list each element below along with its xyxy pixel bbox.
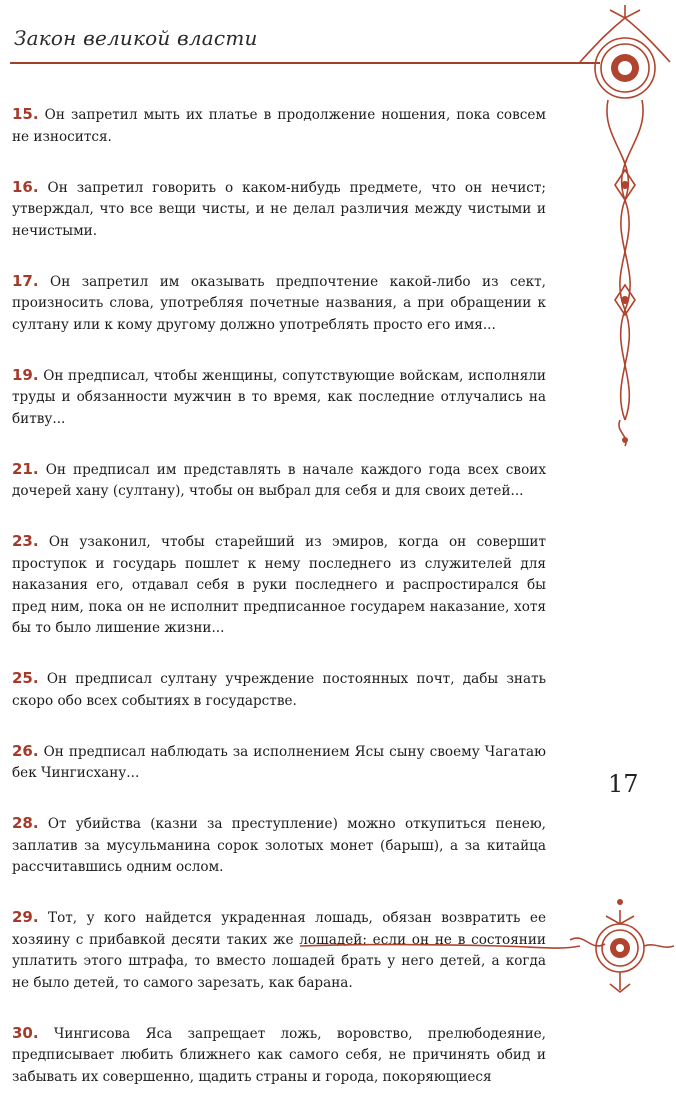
item-text: Тот, у кого найдется украденная лошадь, обязан возвратить ее хозяину с прибавкой десяти таких же лошадей; если он не в состоянии уплатить этого штрафа, то вместо лошадей брать у него детей, а когда не было детей, то самого зарезать, как барана. xyxy=(12,910,546,991)
item-number: 28. xyxy=(12,814,39,832)
item-number: 19. xyxy=(12,365,39,384)
item-number: 26. xyxy=(12,741,39,760)
item-text: Он узаконил, чтобы старейший из эмиров, когда он совершит проступок и государь пошлет к нему последнего из служителей для наказания его, отдавал себя в руки последнего и распростирался бы пред ним, пока он не исполнит предписанное государем наказание, хотя бы то было лишение жизни... xyxy=(12,534,546,636)
item-text: Он предписал, чтобы женщины, сопутствующие войскам, исполняли труды и обязанности мужчин в то время, как последние отлучались на битву... xyxy=(12,367,546,427)
list-item xyxy=(12,365,546,431)
list-item xyxy=(12,1023,546,1089)
item-text: Он предписал султану учреждение постоянных почт, дабы знать скоро обо всех событиях в государстве. xyxy=(12,671,546,709)
list-item xyxy=(12,531,546,640)
list-item xyxy=(12,271,546,337)
list-item xyxy=(12,813,546,879)
item-number: 25. xyxy=(12,669,39,687)
item-text: От убийства (казни за преступление) можно откупиться пенею, заплатив за мусульманина сорок золотых монет (барыш), а за китайца рассчитавшись одним ослом. xyxy=(12,816,547,875)
list-item xyxy=(12,104,546,148)
header-rule xyxy=(10,62,600,64)
item-number: 17. xyxy=(12,271,39,290)
page-number: 17 xyxy=(608,770,639,798)
corner-ornament-top xyxy=(570,0,676,450)
item-number: 23. xyxy=(12,532,39,550)
item-number: 15. xyxy=(12,105,39,123)
list-item xyxy=(12,459,546,503)
list-item xyxy=(12,177,546,243)
corner-ornament-bottom xyxy=(300,880,676,1000)
item-text: Он запретил мыть их платье в продолжение ношения, пока совсем не износится. xyxy=(12,107,546,145)
item-text: Он запретил им оказывать предпочтение какой-либо из сект, произносить слова, употребляя почетные названия, а при обращении к султану или к кому другому должно употреблять просто его имя... xyxy=(12,273,546,333)
item-text: Он предписал им представлять в начале каждого года всех своих дочерей хану (султану), чтобы он выбрал для себя и для своих детей... xyxy=(12,461,546,499)
item-number: 16. xyxy=(12,177,39,196)
list-item xyxy=(12,668,546,712)
item-text: Он запретил говорить о каком-нибудь предмете, что он нечист; утверждал, что все вещи чисты, и не делал различия между чистыми и нечистыми. xyxy=(12,179,546,239)
running-head: Закон великой власти xyxy=(14,26,258,50)
item-text: Чингисова Яса запрещает ложь, воровство, прелюбодеяние, предписывает любить ближнего как самого себя, не причинять обид и забывать их совершенно, щадить страны и города, покоряющиеся xyxy=(12,1025,547,1085)
list-item xyxy=(12,741,546,785)
item-number: 29. xyxy=(12,908,39,926)
item-number: 21. xyxy=(12,459,39,478)
item-text: Он предписал наблюдать за исполнением Ясы сыну своему Чагатаю бек Чингисхану... xyxy=(12,743,547,781)
item-number: 30. xyxy=(12,1023,39,1042)
